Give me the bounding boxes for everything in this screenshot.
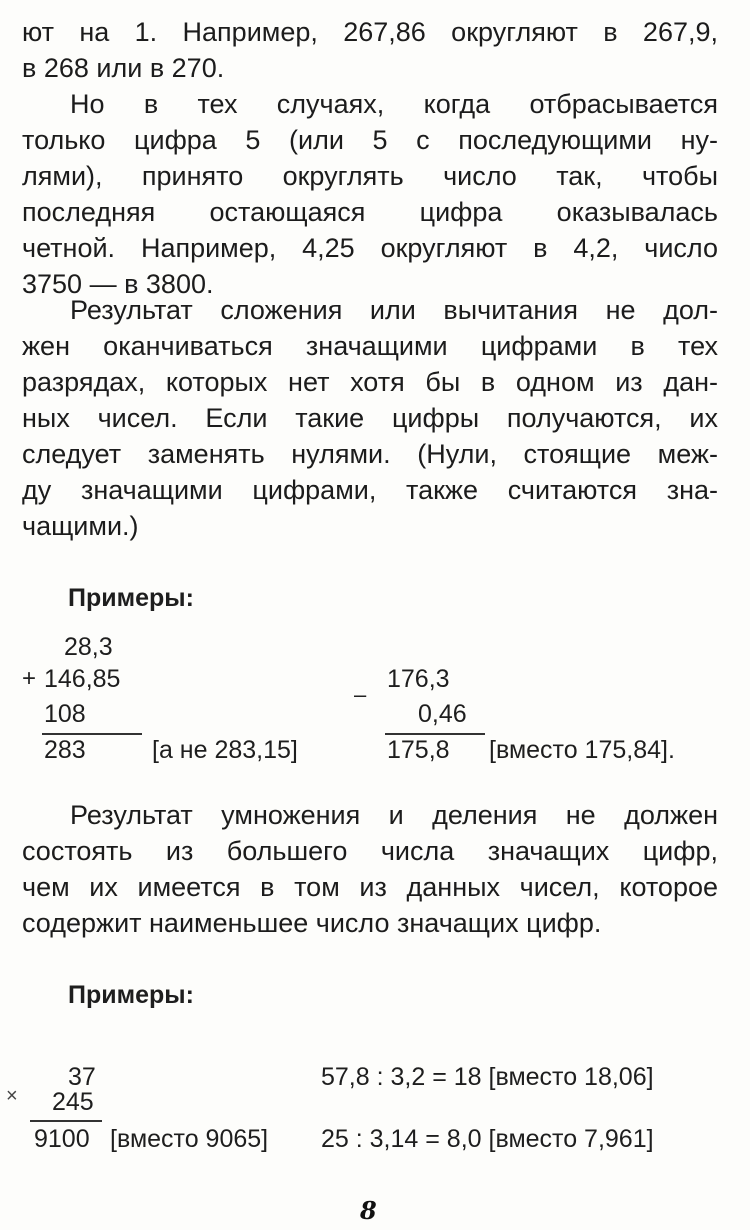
text-line: лями), принято округлять число так, чтобы <box>22 161 718 191</box>
text-line: следует заменять нулями. (Нули, стоящие меж- <box>22 439 718 469</box>
paragraph-multiplication-rule <box>22 797 718 941</box>
division-example: 25 : 3,14 = 8,0 [вместо 7,961] <box>321 1125 654 1153</box>
division-example: 57,8 : 3,2 = 18 [вместо 18,06] <box>321 1063 654 1091</box>
operand: 176,3 <box>387 665 450 693</box>
text-line: содержит наименьшее число значащих цифр. <box>22 908 602 938</box>
text-line: чащими.) <box>22 511 139 541</box>
text-line: ных чисел. Если такие цифры получаются, их <box>22 403 718 433</box>
text-line: только цифра 5 (или 5 с последующими ну- <box>22 125 718 155</box>
result: 283 <box>44 736 86 764</box>
page-number: 8 <box>360 1196 377 1225</box>
text-line: в 268 или в 270. <box>22 53 225 83</box>
note: [вместо 9065] <box>110 1125 269 1153</box>
text-line: разрядах, которых нет хотя бы в одном из дан- <box>22 367 718 397</box>
text-line: ют на 1. Например, 267,86 округляют в 267,9, <box>22 17 718 47</box>
paragraph-rounding-five <box>22 86 718 302</box>
note: [а не 283,15] <box>152 736 298 764</box>
operand: 28,3 <box>64 633 113 661</box>
times-sign: × <box>6 1085 18 1107</box>
text-line: Но в тех случаях, когда отбрасывается <box>70 89 718 119</box>
paragraph-addition-rule <box>22 292 718 544</box>
plus-sign: + <box>22 665 37 692</box>
text-line: 3750 — в 3800. <box>22 269 214 299</box>
text-line: жен оканчиваться значащими цифрами в тех <box>22 331 718 361</box>
examples-heading: Примеры: <box>68 981 194 1009</box>
result: 175,8 <box>387 736 450 764</box>
text-line: Результат умножения и деления не должен <box>70 800 718 830</box>
text-line: состоять из большего числа значащих цифр, <box>22 836 718 866</box>
paragraph-rounding-continuation <box>22 14 718 86</box>
text-line: последняя остающаяся цифра оказывалась <box>22 197 718 227</box>
operand: 245 <box>52 1088 94 1116</box>
text-line: ду значащими цифрами, также считаются зна- <box>22 475 718 505</box>
operand: 108 <box>44 700 86 728</box>
examples-heading: Примеры: <box>68 584 194 612</box>
text-line: четной. Например, 4,25 округляют в 4,2, число <box>22 233 718 263</box>
operand: 146,85 <box>44 665 121 693</box>
product-line <box>30 1120 102 1122</box>
minus-sign: – <box>354 682 367 707</box>
operand: 37 <box>68 1063 96 1091</box>
note: [вместо 175,84]. <box>489 736 675 764</box>
result: 9100 <box>34 1125 90 1153</box>
text-line: чем их имеется в том из данных чисел, которое <box>22 872 718 902</box>
operand: 0,46 <box>418 700 467 728</box>
text-line: Результат сложения или вычитания не дол- <box>70 295 718 325</box>
